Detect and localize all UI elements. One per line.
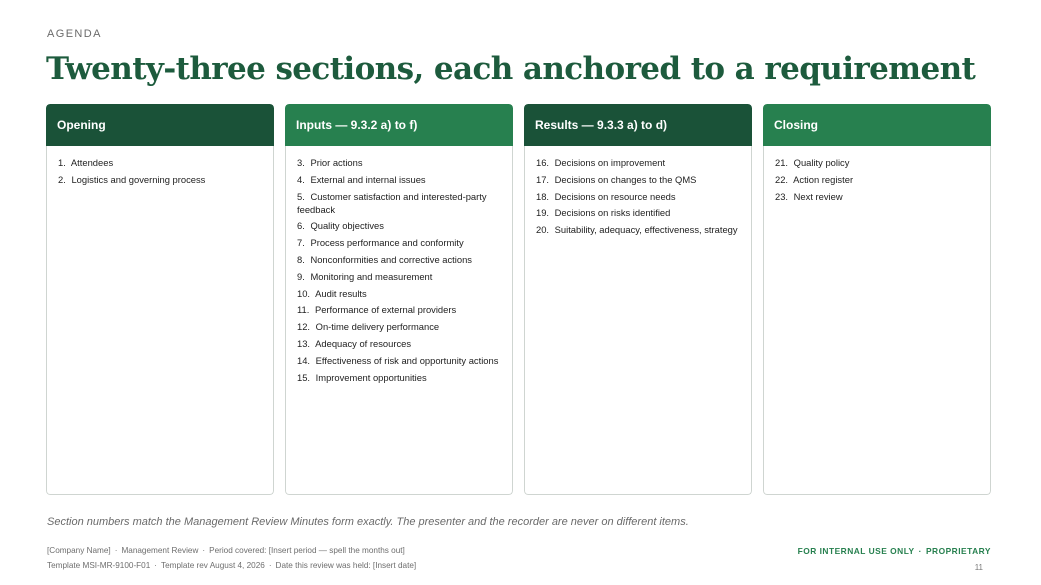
item-number: 12. bbox=[297, 321, 311, 333]
agenda-item bbox=[775, 190, 979, 203]
item-text: Effectiveness of risk and opportunity actions bbox=[315, 354, 499, 366]
column-header-opening: Opening bbox=[46, 104, 274, 146]
item-number: 7. bbox=[297, 237, 305, 249]
item-number: 2. bbox=[58, 173, 66, 185]
footer-separator: · bbox=[202, 546, 206, 555]
footer-template-id: Template MSI-MR-9100-F01 bbox=[47, 561, 151, 570]
item-text: Decisions on risks identified bbox=[554, 207, 671, 219]
item-number: 13. bbox=[297, 337, 311, 349]
footer-line-2 bbox=[47, 561, 416, 570]
agenda-column-closing bbox=[763, 104, 991, 495]
item-text: Process performance and conformity bbox=[310, 237, 464, 249]
item-number: 4. bbox=[297, 173, 305, 185]
item-number: 5. bbox=[297, 190, 305, 202]
page-title: Twenty-three sections, each anchored to a requirement bbox=[46, 51, 976, 87]
item-text: Decisions on resource needs bbox=[554, 190, 676, 202]
column-body-closing bbox=[763, 146, 991, 495]
agenda-item bbox=[297, 236, 501, 249]
footer-document: Management Review bbox=[121, 546, 199, 555]
agenda-item bbox=[536, 156, 740, 169]
agenda-item bbox=[536, 223, 740, 236]
item-text: Next review bbox=[793, 190, 843, 202]
agenda-column-results bbox=[524, 104, 752, 495]
item-number: 9. bbox=[297, 270, 305, 282]
footer-line-1 bbox=[47, 546, 405, 555]
item-text: Attendees bbox=[70, 157, 114, 168]
item-text: Prior actions bbox=[310, 157, 363, 168]
agenda-list-results bbox=[536, 156, 740, 236]
footer-separator: · bbox=[918, 546, 922, 556]
agenda-item bbox=[536, 173, 740, 186]
item-number: 18. bbox=[536, 190, 550, 202]
item-text: Action register bbox=[793, 173, 854, 185]
footer-review-date: Date this review was held: [Insert date] bbox=[275, 561, 417, 570]
agenda-list-inputs bbox=[297, 156, 501, 384]
item-text: Improvement opportunities bbox=[315, 371, 427, 383]
agenda-item bbox=[297, 337, 501, 350]
agenda-item bbox=[297, 156, 501, 169]
footer-separator: · bbox=[154, 561, 158, 570]
item-text: Suitability, adequacy, effectiveness, strategy bbox=[554, 224, 738, 236]
item-text: Decisions on changes to the QMS bbox=[554, 173, 697, 185]
item-number: 6. bbox=[297, 220, 305, 232]
agenda-item bbox=[297, 354, 501, 367]
proprietary-label: PROPRIETARY bbox=[925, 546, 991, 556]
item-number: 10. bbox=[297, 287, 311, 299]
item-number: 1. bbox=[58, 157, 66, 168]
item-number: 8. bbox=[297, 253, 305, 265]
item-number: 16. bbox=[536, 157, 550, 168]
footer-separator: · bbox=[268, 561, 272, 570]
item-number: 23. bbox=[775, 190, 789, 202]
page-number: 11 bbox=[974, 563, 983, 572]
item-text: Performance of external providers bbox=[314, 304, 457, 316]
section-eyebrow: AGENDA bbox=[47, 28, 102, 40]
agenda-item bbox=[297, 173, 501, 186]
agenda-item bbox=[536, 190, 740, 203]
column-body-inputs bbox=[285, 146, 513, 495]
agenda-item bbox=[775, 156, 979, 169]
internal-use-label: FOR INTERNAL USE ONLY bbox=[797, 546, 915, 556]
item-text: Quality policy bbox=[793, 157, 850, 168]
agenda-column-opening bbox=[46, 104, 274, 495]
agenda-columns bbox=[46, 104, 991, 495]
item-text: Nonconformities and corrective actions bbox=[310, 253, 472, 265]
column-header-results: Results — 9.3.3 a) to d) bbox=[524, 104, 752, 146]
item-text: Adequacy of resources bbox=[315, 337, 412, 349]
item-number: 22. bbox=[775, 173, 789, 185]
item-number: 20. bbox=[536, 224, 550, 236]
agenda-item bbox=[297, 371, 501, 384]
item-number: 19. bbox=[536, 207, 550, 219]
agenda-list-opening bbox=[58, 156, 262, 186]
item-number: 11. bbox=[297, 304, 310, 316]
footer-company: [Company Name] bbox=[47, 546, 111, 555]
footnote: Section numbers match the Management Review Minutes form exactly. The presenter and the recorder are never on different items. bbox=[47, 516, 689, 528]
agenda-list-closing bbox=[775, 156, 979, 203]
column-header-inputs: Inputs — 9.3.2 a) to f) bbox=[285, 104, 513, 146]
agenda-item bbox=[297, 253, 501, 266]
agenda-item bbox=[297, 219, 501, 232]
agenda-item bbox=[297, 287, 501, 300]
item-text: Audit results bbox=[315, 287, 367, 299]
item-text: Logistics and governing process bbox=[71, 173, 206, 185]
agenda-item bbox=[536, 206, 740, 219]
item-text: On-time delivery performance bbox=[315, 321, 440, 333]
column-body-results bbox=[524, 146, 752, 495]
agenda-item bbox=[297, 303, 501, 316]
agenda-item bbox=[297, 270, 501, 283]
footer-separator: · bbox=[114, 546, 118, 555]
footer-template-rev: Template rev August 4, 2026 bbox=[161, 561, 265, 570]
agenda-item bbox=[58, 156, 262, 169]
column-body-opening bbox=[46, 146, 274, 495]
item-number: 14. bbox=[297, 354, 311, 366]
item-text: Decisions on improvement bbox=[554, 157, 666, 168]
item-number: 21. bbox=[775, 157, 789, 168]
column-header-closing: Closing bbox=[763, 104, 991, 146]
item-number: 3. bbox=[297, 157, 305, 168]
agenda-column-inputs bbox=[285, 104, 513, 495]
item-text: Customer satisfaction and interested-party feedback bbox=[297, 190, 487, 215]
agenda-item bbox=[58, 173, 262, 186]
confidentiality-label bbox=[798, 546, 991, 556]
item-number: 15. bbox=[297, 371, 311, 383]
footer-period: Period covered: [Insert period — spell the months out] bbox=[209, 546, 405, 555]
agenda-item bbox=[297, 320, 501, 333]
agenda-item bbox=[775, 173, 979, 186]
item-text: Monitoring and measurement bbox=[310, 270, 433, 282]
item-text: External and internal issues bbox=[310, 173, 426, 185]
agenda-item bbox=[297, 190, 501, 216]
item-number: 17. bbox=[536, 173, 550, 185]
item-text: Quality objectives bbox=[310, 220, 384, 232]
